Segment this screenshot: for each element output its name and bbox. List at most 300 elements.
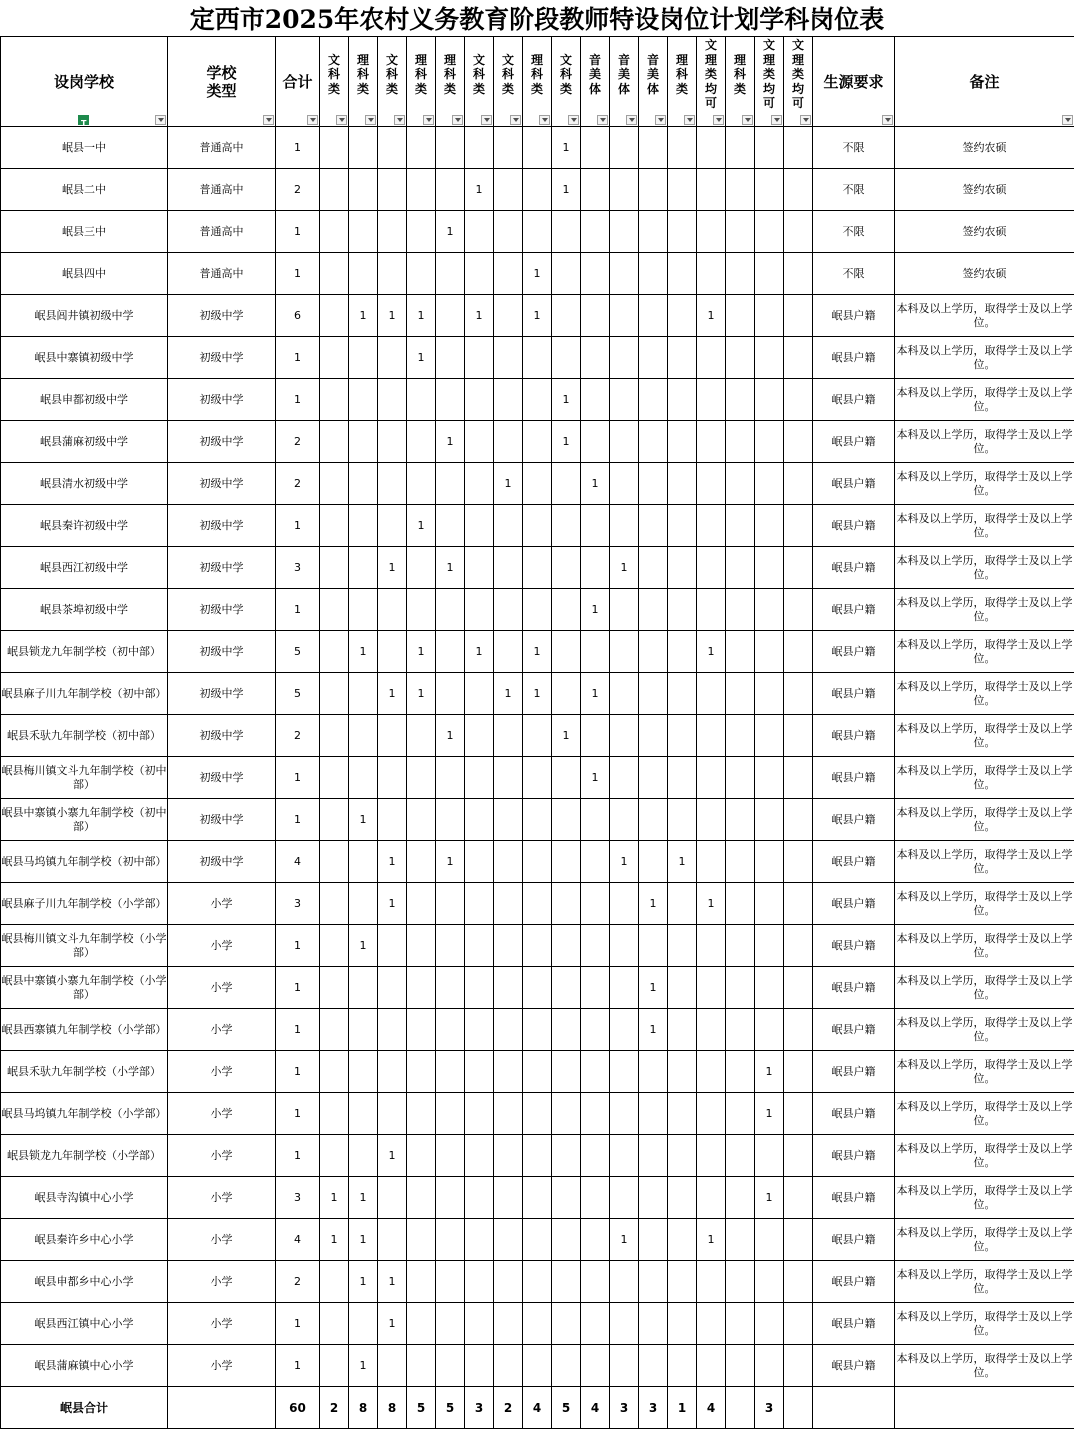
subject-count-cell[interactable] [378,1009,407,1051]
subject-count-cell[interactable] [320,757,349,799]
subject-count-cell[interactable] [320,967,349,1009]
subject-count-cell[interactable] [581,1009,610,1051]
subject-count-cell[interactable]: 1 [552,379,581,421]
remark-cell[interactable]: 本科及以上学历，取得学士及以上学位。 [895,505,1074,547]
school-cell[interactable]: 岷县申都乡中心小学 [1,1261,168,1303]
total-row-subject-count[interactable]: 2 [320,1387,349,1429]
origin-cell[interactable]: 岷县户籍 [813,421,895,463]
subject-count-cell[interactable] [349,127,378,169]
subject-count-cell[interactable] [610,1303,639,1345]
subject-count-cell[interactable] [349,715,378,757]
subject-count-cell[interactable] [639,1303,668,1345]
filter-dropdown-icon[interactable] [626,115,637,125]
filter-dropdown-icon[interactable] [1062,115,1073,125]
subject-count-cell[interactable] [726,295,755,337]
subject-count-cell[interactable] [523,421,552,463]
subject-count-cell[interactable] [523,1345,552,1387]
subject-count-cell[interactable] [320,841,349,883]
subject-count-cell[interactable] [755,1009,784,1051]
subject-count-cell[interactable] [697,337,726,379]
subject-count-cell[interactable] [726,673,755,715]
subject-count-cell[interactable]: 1 [465,631,494,673]
subject-count-cell[interactable] [494,1219,523,1261]
subject-count-cell[interactable] [465,925,494,967]
subject-count-cell[interactable] [465,211,494,253]
school-cell[interactable]: 岷县四中 [1,253,168,295]
total-cell[interactable]: 1 [276,589,320,631]
subject-count-cell[interactable] [697,463,726,505]
remark-cell[interactable]: 签约农硕 [895,211,1074,253]
total-cell[interactable]: 1 [276,799,320,841]
subject-count-cell[interactable] [378,505,407,547]
subject-count-cell[interactable] [320,589,349,631]
total-cell[interactable]: 3 [276,1177,320,1219]
total-cell[interactable]: 1 [276,253,320,295]
subject-count-cell[interactable] [668,673,697,715]
origin-cell[interactable]: 岷县户籍 [813,1219,895,1261]
school-type-cell[interactable]: 初级中学 [168,463,276,505]
subject-count-cell[interactable] [552,1051,581,1093]
subject-count-cell[interactable] [494,1051,523,1093]
subject-count-cell[interactable] [349,337,378,379]
school-cell[interactable]: 岷县麻子川九年制学校（初中部） [1,673,168,715]
subject-count-cell[interactable] [610,463,639,505]
school-type-cell[interactable]: 小学 [168,1219,276,1261]
subject-count-cell[interactable] [465,127,494,169]
total-row-subject-count[interactable]: 5 [407,1387,436,1429]
subject-count-cell[interactable] [523,1177,552,1219]
subject-count-cell[interactable] [523,127,552,169]
subject-count-cell[interactable] [784,211,813,253]
subject-count-cell[interactable] [552,1009,581,1051]
origin-cell[interactable]: 岷县户籍 [813,337,895,379]
subject-count-cell[interactable] [523,1093,552,1135]
subject-count-cell[interactable] [726,463,755,505]
subject-count-cell[interactable] [697,253,726,295]
subject-count-cell[interactable] [320,715,349,757]
subject-count-cell[interactable] [755,883,784,925]
subject-count-cell[interactable] [784,253,813,295]
origin-cell[interactable]: 岷县户籍 [813,1177,895,1219]
school-type-cell[interactable]: 小学 [168,1177,276,1219]
subject-count-cell[interactable] [581,547,610,589]
subject-count-cell[interactable] [581,883,610,925]
subject-count-cell[interactable] [407,883,436,925]
filter-dropdown-icon[interactable] [452,115,463,125]
subject-count-cell[interactable] [755,1345,784,1387]
subject-count-cell[interactable] [523,505,552,547]
subject-count-cell[interactable]: 1 [697,1219,726,1261]
subject-count-cell[interactable] [465,421,494,463]
school-cell[interactable]: 岷县锁龙九年制学校（小学部） [1,1135,168,1177]
subject-count-cell[interactable] [726,883,755,925]
subject-count-cell[interactable]: 1 [581,757,610,799]
remark-cell[interactable]: 本科及以上学历，取得学士及以上学位。 [895,1135,1074,1177]
subject-count-cell[interactable] [610,211,639,253]
total-cell[interactable]: 1 [276,127,320,169]
subject-count-cell[interactable] [610,337,639,379]
origin-cell[interactable]: 岷县户籍 [813,631,895,673]
subject-count-cell[interactable] [784,1261,813,1303]
school-cell[interactable]: 岷县寺沟镇中心小学 [1,1177,168,1219]
subject-count-cell[interactable] [407,589,436,631]
remark-cell[interactable]: 本科及以上学历，取得学士及以上学位。 [895,673,1074,715]
subject-count-cell[interactable] [755,1135,784,1177]
subject-count-cell[interactable] [784,547,813,589]
subject-count-cell[interactable] [639,631,668,673]
subject-count-cell[interactable] [494,841,523,883]
subject-count-cell[interactable] [668,463,697,505]
subject-count-cell[interactable] [581,505,610,547]
subject-count-cell[interactable] [494,589,523,631]
remark-cell[interactable]: 本科及以上学历，取得学士及以上学位。 [895,1345,1074,1387]
subject-count-cell[interactable] [349,421,378,463]
subject-count-cell[interactable] [494,127,523,169]
subject-count-cell[interactable] [552,547,581,589]
total-cell[interactable]: 1 [276,211,320,253]
subject-count-cell[interactable] [552,967,581,1009]
remark-cell[interactable]: 本科及以上学历，取得学士及以上学位。 [895,715,1074,757]
subject-count-cell[interactable]: 1 [523,253,552,295]
subject-count-cell[interactable] [407,421,436,463]
subject-count-cell[interactable] [610,589,639,631]
school-cell[interactable]: 岷县马坞镇九年制学校（初中部） [1,841,168,883]
subject-count-cell[interactable] [784,841,813,883]
remark-cell[interactable]: 签约农硕 [895,169,1074,211]
subject-count-cell[interactable] [697,1009,726,1051]
origin-cell[interactable]: 岷县户籍 [813,757,895,799]
subject-count-cell[interactable] [784,127,813,169]
subject-count-cell[interactable] [407,463,436,505]
subject-count-cell[interactable] [436,1051,465,1093]
subject-count-cell[interactable]: 1 [349,1219,378,1261]
subject-count-cell[interactable] [436,1261,465,1303]
total-row-subject-count[interactable] [784,1387,813,1429]
subject-count-cell[interactable] [436,253,465,295]
total-row-type-cell[interactable] [168,1387,276,1429]
total-row-sum[interactable]: 60 [276,1387,320,1429]
subject-count-cell[interactable] [755,295,784,337]
subject-count-cell[interactable] [552,337,581,379]
subject-count-cell[interactable] [755,589,784,631]
school-cell[interactable]: 岷县西寨镇九年制学校（小学部） [1,1009,168,1051]
filter-dropdown-icon[interactable] [481,115,492,125]
subject-count-cell[interactable] [784,883,813,925]
subject-count-cell[interactable] [349,757,378,799]
subject-count-cell[interactable] [494,421,523,463]
subject-count-cell[interactable]: 1 [697,883,726,925]
subject-count-cell[interactable] [494,715,523,757]
total-row-subject-count[interactable]: 4 [581,1387,610,1429]
school-type-cell[interactable]: 小学 [168,967,276,1009]
subject-count-cell[interactable] [436,1345,465,1387]
subject-count-cell[interactable] [668,1135,697,1177]
remark-cell[interactable]: 本科及以上学历，取得学士及以上学位。 [895,1177,1074,1219]
subject-count-cell[interactable] [639,1051,668,1093]
subject-count-cell[interactable] [668,1345,697,1387]
subject-count-cell[interactable] [697,1051,726,1093]
school-cell[interactable]: 岷县清水初级中学 [1,463,168,505]
subject-count-cell[interactable]: 1 [523,673,552,715]
subject-count-cell[interactable] [552,1345,581,1387]
filter-dropdown-icon[interactable] [423,115,434,125]
subject-count-cell[interactable] [552,505,581,547]
subject-count-cell[interactable] [523,967,552,1009]
subject-count-cell[interactable] [755,421,784,463]
subject-count-cell[interactable]: 1 [639,883,668,925]
subject-count-cell[interactable] [523,589,552,631]
subject-count-cell[interactable] [407,547,436,589]
total-cell[interactable]: 5 [276,631,320,673]
subject-count-cell[interactable] [436,799,465,841]
subject-count-cell[interactable] [523,169,552,211]
subject-count-cell[interactable]: 1 [639,1009,668,1051]
subject-count-cell[interactable] [407,1345,436,1387]
subject-count-cell[interactable] [726,337,755,379]
total-row-subject-count[interactable]: 3 [610,1387,639,1429]
subject-count-cell[interactable] [523,1135,552,1177]
subject-count-cell[interactable] [639,337,668,379]
origin-cell[interactable]: 岷县户籍 [813,547,895,589]
subject-count-cell[interactable] [610,1009,639,1051]
school-cell[interactable]: 岷县闾井镇初级中学 [1,295,168,337]
subject-count-cell[interactable] [726,925,755,967]
subject-count-cell[interactable] [610,505,639,547]
subject-count-cell[interactable] [320,253,349,295]
school-type-cell[interactable]: 小学 [168,1303,276,1345]
school-type-cell[interactable]: 初级中学 [168,421,276,463]
subject-count-cell[interactable] [465,1009,494,1051]
origin-cell[interactable]: 岷县户籍 [813,841,895,883]
subject-count-cell[interactable] [407,1177,436,1219]
subject-count-cell[interactable] [552,631,581,673]
subject-count-cell[interactable] [407,1135,436,1177]
subject-count-cell[interactable]: 1 [465,295,494,337]
subject-count-cell[interactable] [610,715,639,757]
subject-count-cell[interactable] [639,505,668,547]
subject-count-cell[interactable] [784,799,813,841]
subject-count-cell[interactable] [581,799,610,841]
subject-count-cell[interactable]: 1 [610,547,639,589]
subject-count-cell[interactable] [407,211,436,253]
subject-count-cell[interactable] [552,295,581,337]
school-type-cell[interactable]: 初级中学 [168,715,276,757]
subject-count-cell[interactable] [697,1135,726,1177]
subject-count-cell[interactable] [320,421,349,463]
filter-dropdown-icon[interactable] [394,115,405,125]
subject-count-cell[interactable] [436,589,465,631]
filter-dropdown-icon[interactable] [771,115,782,125]
subject-count-cell[interactable] [523,799,552,841]
subject-count-cell[interactable] [697,169,726,211]
subject-count-cell[interactable] [523,211,552,253]
subject-count-cell[interactable] [407,127,436,169]
subject-count-cell[interactable] [320,883,349,925]
school-cell[interactable]: 岷县梅川镇文斗九年制学校（小学部） [1,925,168,967]
subject-count-cell[interactable] [320,673,349,715]
subject-count-cell[interactable] [465,337,494,379]
subject-count-cell[interactable] [320,295,349,337]
subject-count-cell[interactable] [494,295,523,337]
subject-count-cell[interactable] [581,715,610,757]
subject-count-cell[interactable] [407,379,436,421]
subject-count-cell[interactable] [581,211,610,253]
subject-count-cell[interactable] [755,715,784,757]
subject-count-cell[interactable]: 1 [378,547,407,589]
subject-count-cell[interactable] [784,1177,813,1219]
subject-count-cell[interactable] [552,757,581,799]
subject-count-cell[interactable] [668,295,697,337]
subject-count-cell[interactable] [581,1177,610,1219]
subject-count-cell[interactable]: 1 [755,1051,784,1093]
origin-cell[interactable]: 岷县户籍 [813,505,895,547]
total-cell[interactable]: 2 [276,1261,320,1303]
origin-cell[interactable]: 岷县户籍 [813,589,895,631]
subject-count-cell[interactable] [494,1303,523,1345]
origin-cell[interactable]: 岷县户籍 [813,1345,895,1387]
school-cell[interactable]: 岷县二中 [1,169,168,211]
subject-count-cell[interactable] [726,715,755,757]
origin-cell[interactable]: 岷县户籍 [813,1051,895,1093]
subject-count-cell[interactable] [349,379,378,421]
subject-count-cell[interactable] [610,1093,639,1135]
subject-count-cell[interactable] [639,547,668,589]
total-cell[interactable]: 1 [276,757,320,799]
subject-count-cell[interactable] [755,1261,784,1303]
subject-count-cell[interactable] [552,1135,581,1177]
subject-count-cell[interactable]: 1 [407,631,436,673]
school-type-cell[interactable]: 初级中学 [168,589,276,631]
origin-cell[interactable]: 不限 [813,127,895,169]
subject-count-cell[interactable] [726,1303,755,1345]
subject-count-cell[interactable] [784,1051,813,1093]
subject-count-cell[interactable]: 1 [639,967,668,1009]
subject-count-cell[interactable] [465,1093,494,1135]
subject-count-cell[interactable] [552,1261,581,1303]
subject-count-cell[interactable] [523,1219,552,1261]
filter-dropdown-icon[interactable] [568,115,579,125]
filter-dropdown-icon[interactable] [655,115,666,125]
subject-count-cell[interactable] [668,715,697,757]
total-row-origin-cell[interactable] [813,1387,895,1429]
subject-count-cell[interactable] [755,547,784,589]
subject-count-cell[interactable] [436,463,465,505]
subject-count-cell[interactable]: 1 [378,841,407,883]
total-row-subject-count[interactable]: 5 [436,1387,465,1429]
subject-count-cell[interactable] [581,841,610,883]
subject-count-cell[interactable] [320,505,349,547]
subject-count-cell[interactable] [610,253,639,295]
total-cell[interactable]: 4 [276,841,320,883]
origin-cell[interactable]: 不限 [813,211,895,253]
origin-cell[interactable]: 岷县户籍 [813,1303,895,1345]
total-cell[interactable]: 5 [276,673,320,715]
subject-count-cell[interactable] [494,1135,523,1177]
subject-count-cell[interactable] [610,631,639,673]
subject-count-cell[interactable] [494,505,523,547]
subject-count-cell[interactable] [784,757,813,799]
subject-count-cell[interactable] [378,715,407,757]
subject-count-cell[interactable] [494,1009,523,1051]
subject-count-cell[interactable] [697,757,726,799]
subject-count-cell[interactable] [523,1303,552,1345]
school-type-cell[interactable]: 普通高中 [168,253,276,295]
subject-count-cell[interactable] [436,757,465,799]
total-row-subject-count[interactable]: 3 [639,1387,668,1429]
subject-count-cell[interactable] [552,673,581,715]
subject-count-cell[interactable] [349,673,378,715]
subject-count-cell[interactable] [378,925,407,967]
subject-count-cell[interactable] [697,1345,726,1387]
subject-count-cell[interactable] [320,1093,349,1135]
total-cell[interactable]: 1 [276,337,320,379]
subject-count-cell[interactable] [726,1177,755,1219]
origin-cell[interactable]: 岷县户籍 [813,799,895,841]
subject-count-cell[interactable] [581,1051,610,1093]
remark-cell[interactable]: 本科及以上学历，取得学士及以上学位。 [895,589,1074,631]
subject-count-cell[interactable]: 1 [581,463,610,505]
school-cell[interactable]: 岷县西江初级中学 [1,547,168,589]
filter-dropdown-icon[interactable] [713,115,724,125]
subject-count-cell[interactable] [494,379,523,421]
subject-count-cell[interactable] [697,1303,726,1345]
subject-count-cell[interactable] [349,1009,378,1051]
subject-count-cell[interactable] [668,631,697,673]
subject-count-cell[interactable] [755,799,784,841]
subject-count-cell[interactable]: 1 [436,421,465,463]
remark-cell[interactable]: 本科及以上学历，取得学士及以上学位。 [895,295,1074,337]
subject-count-cell[interactable] [494,1093,523,1135]
remark-cell[interactable]: 本科及以上学历，取得学士及以上学位。 [895,925,1074,967]
subject-count-cell[interactable] [697,1261,726,1303]
school-cell[interactable]: 岷县中寨镇小寨九年制学校（初中部） [1,799,168,841]
subject-count-cell[interactable] [349,841,378,883]
subject-count-cell[interactable] [523,379,552,421]
subject-count-cell[interactable] [378,1345,407,1387]
subject-count-cell[interactable] [784,1345,813,1387]
subject-count-cell[interactable] [378,463,407,505]
subject-count-cell[interactable] [668,169,697,211]
school-cell[interactable]: 岷县禾驮九年制学校（小学部） [1,1051,168,1093]
subject-count-cell[interactable]: 1 [755,1093,784,1135]
subject-count-cell[interactable] [378,379,407,421]
total-cell[interactable]: 3 [276,883,320,925]
subject-count-cell[interactable] [494,967,523,1009]
subject-count-cell[interactable] [523,337,552,379]
filter-dropdown-icon[interactable] [684,115,695,125]
remark-cell[interactable]: 本科及以上学历，取得学士及以上学位。 [895,547,1074,589]
subject-count-cell[interactable] [552,1177,581,1219]
subject-count-cell[interactable] [697,925,726,967]
subject-count-cell[interactable] [668,379,697,421]
subject-count-cell[interactable] [378,1219,407,1261]
subject-count-cell[interactable] [697,379,726,421]
school-type-cell[interactable]: 小学 [168,1093,276,1135]
subject-count-cell[interactable]: 1 [349,1345,378,1387]
subject-count-cell[interactable] [378,421,407,463]
subject-count-cell[interactable] [668,1051,697,1093]
subject-count-cell[interactable] [639,169,668,211]
subject-count-cell[interactable] [784,463,813,505]
school-cell[interactable]: 岷县秦许初级中学 [1,505,168,547]
subject-count-cell[interactable] [697,547,726,589]
remark-cell[interactable]: 本科及以上学历，取得学士及以上学位。 [895,967,1074,1009]
subject-count-cell[interactable] [784,925,813,967]
subject-count-cell[interactable] [726,379,755,421]
subject-count-cell[interactable] [320,1135,349,1177]
subject-count-cell[interactable] [494,925,523,967]
total-row-subject-count[interactable] [726,1387,755,1429]
